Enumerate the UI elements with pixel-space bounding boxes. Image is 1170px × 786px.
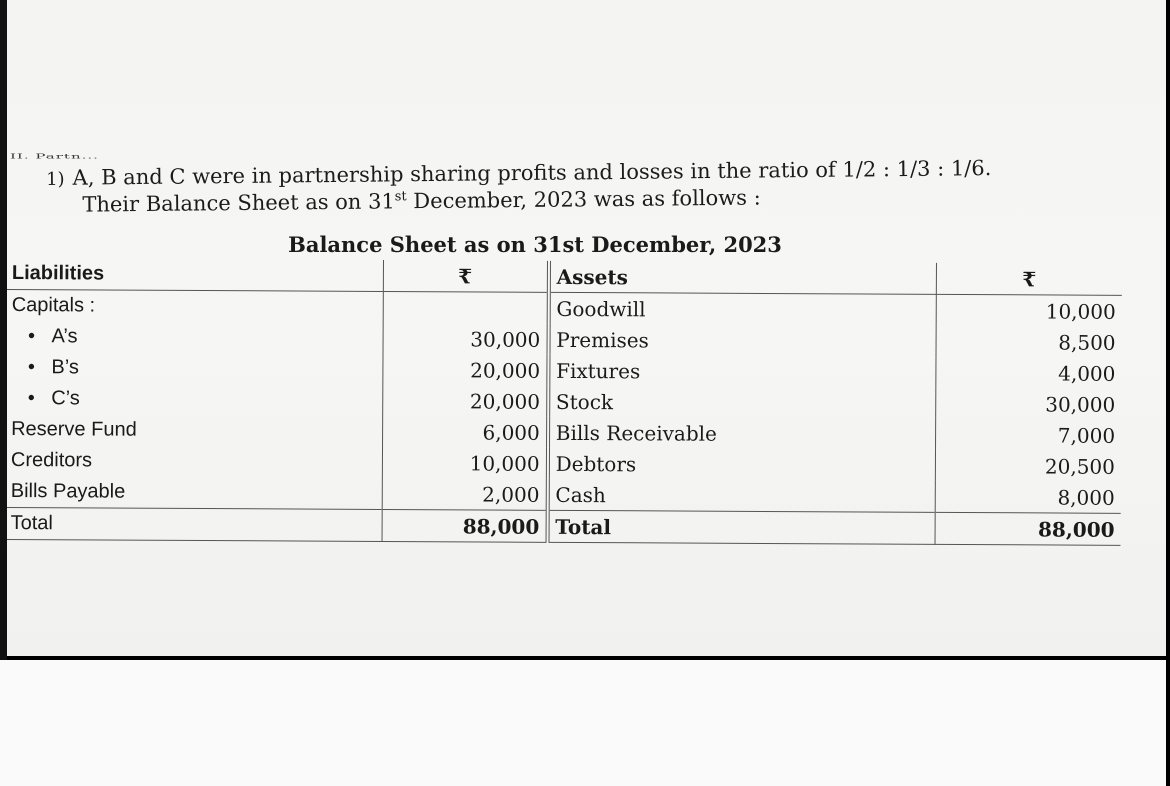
cut-off-heading: II. Partn... [10, 152, 99, 161]
question-line-2-end: December, 2023 was as follows : [406, 185, 761, 214]
total-asset-amount: 88,000 [935, 512, 1121, 545]
partner-label: B’s [51, 356, 79, 379]
liability-amount: 30,000 [383, 323, 549, 355]
asset-label: Goodwill [548, 292, 936, 326]
asset-label: Stock [548, 386, 936, 419]
liabilities-header: Liabilities [6, 258, 383, 291]
balance-sheet-table [5, 258, 1122, 546]
balance-sheet-title: Balance Sheet as on 31st December, 2023 [288, 232, 782, 257]
liabilities-currency-header: ₹ [383, 260, 549, 292]
question-number: 1) [46, 168, 65, 190]
assets-header: Assets [549, 261, 937, 295]
asset-amount: 7,000 [1057, 423, 1116, 448]
asset-amount: 30,000 [1045, 391, 1116, 417]
asset-label: Fixtures [548, 355, 936, 388]
bullet-point [11, 356, 51, 379]
liability-amount: 20,000 [382, 385, 548, 417]
liability-amount: 10,000 [382, 447, 548, 479]
total-liability-amount: 88,000 [382, 509, 548, 542]
bottom-blank-area [0, 660, 1166, 786]
liability-amount [383, 291, 549, 323]
asset-amount: 20,500 [1044, 453, 1115, 479]
liability-amount: 20,000 [383, 354, 549, 386]
liability-amount: 6,000 [382, 416, 548, 448]
asset-label: Cash [547, 479, 935, 513]
liability-label [5, 383, 382, 416]
liability-label: Reserve Fund [5, 414, 382, 447]
liability-label [6, 321, 383, 354]
bullet-point [11, 387, 51, 410]
asset-label: Bills Receivable [548, 417, 936, 450]
question-line-1: A, B and C were in partnership sharing profits and losses in the ratio of 1/2 : 1/3 : 1/6. [72, 156, 992, 190]
question-text [46, 156, 992, 218]
asset-label: Debtors [548, 448, 936, 481]
ordinal-suffix: st [394, 189, 407, 205]
asset-amount: 8,500 [1058, 330, 1116, 355]
partner-label: A’s [51, 325, 78, 348]
assets-currency-header: ₹ [936, 263, 1122, 295]
asset-amount: 4,000 [1058, 361, 1116, 386]
total-row [5, 507, 1121, 545]
partner-label: C’s [51, 387, 80, 410]
asset-label: Premises [548, 324, 936, 357]
liability-label: Capitals : [6, 289, 383, 322]
liability-label: Bills Payable [5, 476, 382, 509]
question-line-2-start: Their Balance Sheet as on 31 [82, 189, 395, 217]
liability-label [5, 352, 382, 385]
question-line-2 [82, 183, 991, 218]
liability-label: Creditors [5, 445, 382, 478]
liability-amount: 2,000 [382, 478, 548, 510]
asset-amount: 8,000 [1057, 485, 1115, 510]
asset-amount: 10,000 [1045, 298, 1116, 324]
total-liability-label: Total [5, 507, 382, 541]
total-asset-label: Total [547, 510, 935, 544]
bullet-point [12, 325, 52, 348]
